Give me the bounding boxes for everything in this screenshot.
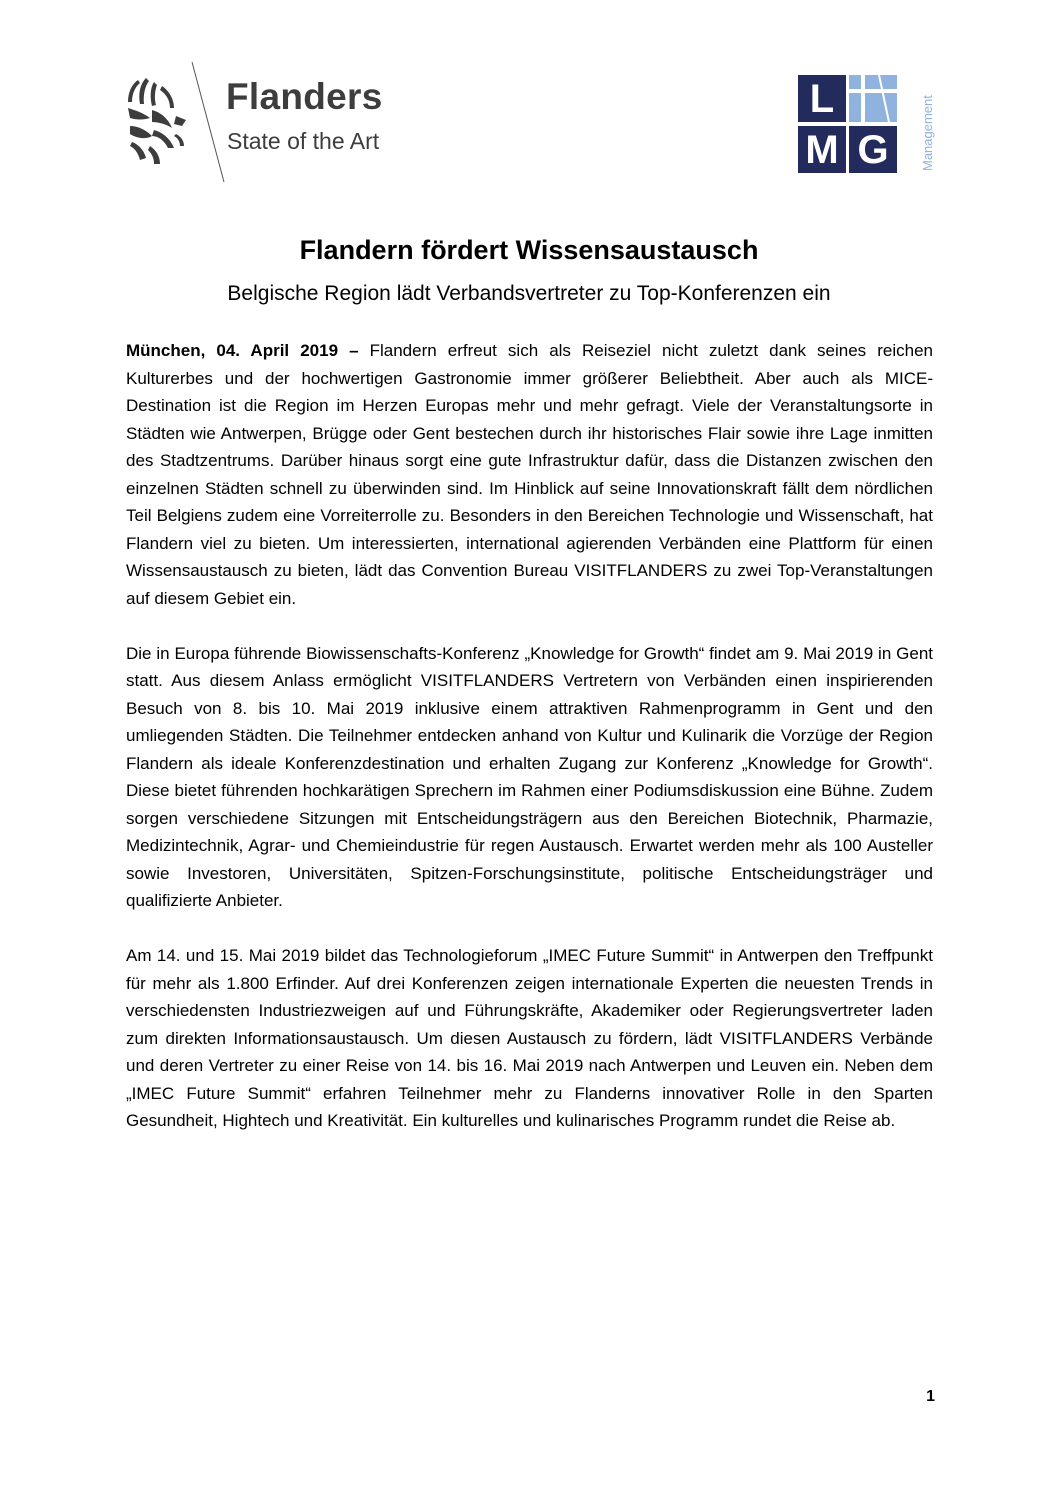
dateline: München, 04. April 2019 – (126, 341, 359, 360)
paragraph-1-text: Flandern erfreut sich als Reiseziel nicht zuletzt dank seines reichen Kulturerbes und der hochwertigen Gastronomie immer größerer Beliebtheit. Aber auch als MICE-Destination ist die Region im Herzen Europas mehr und mehr gefragt. Viele der Veranstaltungsorte in Städten wie Antwerpen, Brügge oder Gent bestechen durch ihr historisches Flair sowie ihre Lage inmitten des Stadtzentrums. Darüber hinaus sorgt eine gute Infrastruktur dafür, dass die Distanzen zwischen den einzelnen Städten schnell zu überwinden sind. Im Hinblick auf seine Innovationskraft fällt dem nördlichen Teil Belgiens zudem eine Vorreiterrolle zu. Besonders in den Bereichen Technologie und Wissenschaft, hat Flandern viel zu bieten. Um interessierten, international agierenden Verbänden eine Plattform für einen Wissensaustausch zu bieten, lädt das Convention Bureau VISITFLANDERS zu zwei Top-Veranstaltungen auf diesem Gebiet ein. (126, 341, 933, 608)
flanders-logo-name: Flanders (226, 76, 383, 117)
page-number: 1 (926, 1388, 935, 1405)
svg-text:Management: Management (920, 95, 935, 171)
lmg-letter-m: M (798, 126, 846, 173)
flanders-logo-tagline: State of the Art (227, 128, 380, 154)
lmg-management-text (916, 75, 938, 173)
page-title: Flandern fördert Wissensaustausch (299, 235, 759, 265)
cross-icon (849, 75, 897, 122)
flanders-logo (124, 60, 444, 184)
article-body (126, 337, 933, 1162)
lmg-logo-grid (798, 75, 900, 173)
lmg-letter-l: L (798, 75, 846, 122)
paragraph-2: Die in Europa führende Biowissenschafts-Konferenz „Knowledge for Growth“ findet am 9. Mai 2019 in Gent statt. Aus diesem Anlass ermöglicht VISITFLANDERS Vertretern von Verbänden einen inspirierenden Besuch von 8. bis 10. Mai 2019 inklusive einem attraktiven Rahmenprogramm in Gent und den umliegenden Städten. Die Teilnehmer entdecken anhand von Kultur und Kulinarik die Vorzüge der Region Flandern als ideale Konferenzdestination und erhalten Zugang zur Konferenz „Knowledge for Growth“. Diese bietet führenden hochkarätigen Sprechern im Rahmen einer Podiumsdiskussion eine Bühne. Zudem sorgen verschiedene Sitzungen mit Entscheidungsträgern aus den Bereichen Biotechnik, Pharmazie, Medizintechnik, Agrar- und Chemieindustrie für regen Austausch. Erwartet werden mehr als 100 Austeller sowie Investoren, Universitäten, Spitzen-Forschungsinstitute, politische Entscheidungsträger und qualifizierte Anbieter. (126, 643, 933, 910)
lmg-cross-cell (849, 75, 897, 122)
lmg-logo (798, 75, 938, 175)
paragraph-3: Am 14. und 15. Mai 2019 bildet das Technologieforum „IMEC Future Summit“ in Antwerpen den Treffpunkt für mehr als 1.800 Erfinder. Auf drei Konferenzen zeigen internationale Experten die neuesten Trends in verschiedensten Industriezweigen auf und Führungskräfte, Akademiker oder Regierungsvertreter laden zum direkten Informationsaustausch. Um diesen Austausch zu fördern, lädt VISITFLANDERS Verbände und deren Vertreter zu einer Reise von 14. bis 16. Mai 2019 nach Antwerpen und Leuven ein. Neben dem „IMEC Future Summit“ erfahren Teilnehmer mehr zu Flanderns innovativer Rolle in den Sparten Gesundheit, Hightech und Kreativität. Ein kulturelles und kulinarisches Programm rundet die Reise ab. (126, 946, 933, 1130)
flanders-lion-icon (124, 74, 188, 166)
paragraph-1 (126, 337, 933, 612)
lmg-letter-g: G (849, 126, 897, 173)
page-subtitle: Belgische Region lädt Verbandsvertreter zu Top-Konferenzen ein (227, 282, 831, 305)
